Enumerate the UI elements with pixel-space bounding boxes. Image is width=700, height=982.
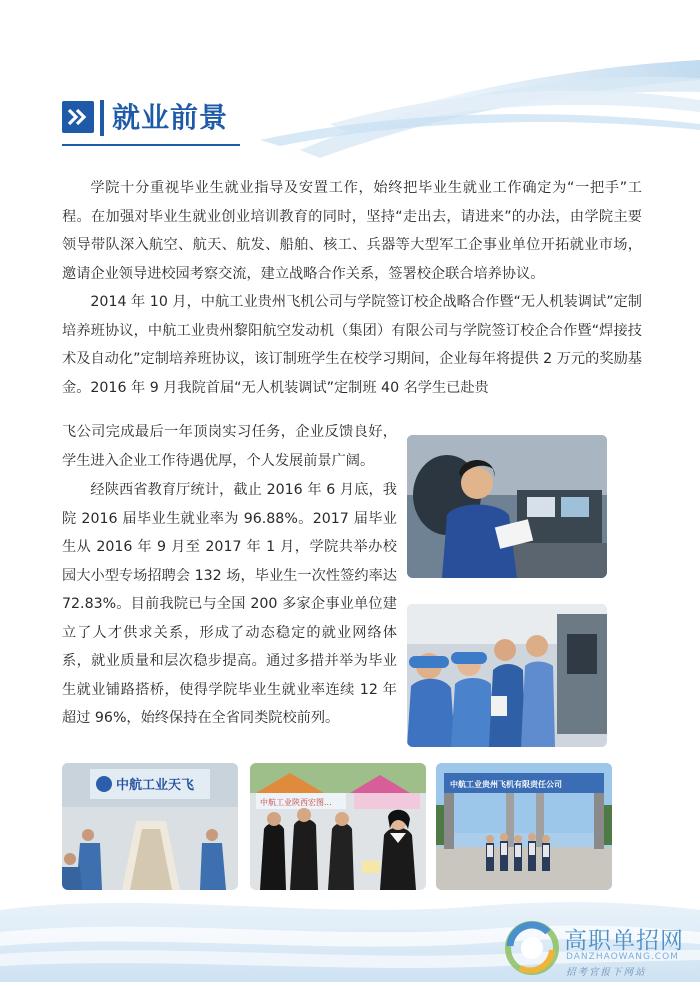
double-chevron-right-icon — [62, 101, 94, 133]
section-title: 就业前景 — [112, 101, 229, 134]
section-header — [62, 98, 240, 148]
photo-company-gate — [436, 763, 612, 890]
watermark-logo — [500, 916, 700, 982]
watermark-url: DANZHAOWANG.COM — [566, 952, 679, 962]
paragraph-employment-guidance: 学院十分重视毕业生就业指导及安置工作，始终把毕业生就业工作确定为“一把手”工程。在加强对毕业生就业创业培训教育的同时，坚持“走出去，请进来”的办法，由学院主要领导带队深入航空、航天、航发、船舶、核工、兵器等大型军工企事业单位开拓就业市场，邀请企业领导进校园考察交流，建立战略合作关系，签署校企联合培养协议。 — [62, 180, 642, 282]
paragraph-statistics: 经陕西省教育厅统计，截止 2016 年 6 月底，我院 2016 届毕业生就业率为 96.88%。2017 届毕业生从 2016 年 9 月至 2017 年 1 月，学院共举办校园大小型专场招聘会 132 场，毕业生一次性签约率达 72.83%。目前我院已与全国 200 多家企事业单位建立了人才供求关系，形成了动态稳定的就业网络体系，就业质量和层次稳步提高。通过多措并举为毕业生就业铺路搭桥，使得学院毕业生就业率连续 12 年超过 96%，始终保持在全省同类院校前列。 — [62, 482, 397, 726]
photo-meeting-room — [62, 763, 238, 890]
gate-sign-text: 中航工业贵州飞机有限责任公司 — [450, 780, 562, 789]
watermark-slogan: 招考官报下网站 — [566, 967, 647, 978]
swirl-logo-icon — [504, 920, 560, 976]
paragraph-partnership-continued: 飞公司完成最后一年顶岗实习任务，企业反馈良好，学生进入企业工作待遇优厚，个人发展前景广阔。 — [62, 424, 397, 469]
photo-student-control-panel — [407, 435, 607, 578]
meeting-sign-text: 中航工业天飞 — [116, 778, 195, 793]
job-fair-banner-text: 中航工业陕西宏图... — [260, 798, 332, 807]
title-divider — [100, 100, 104, 136]
photo-workshop-inspection — [407, 604, 607, 747]
paragraph-partnership: 2014 年 10 月，中航工业贵州飞机公司与学院签订校企战略合作暨“无人机装调试”定制培养班协议，中航工业贵州黎阳航空发动机（集团）有限公司与学院签订校企合作暨“焊接技术及自动化”定制培养班协议，该订制班学生在校学习期间，企业每年将提供 2 万元的奖励基金。2016 年 9 月我院首届“无人机装调试”定制班 40 名学生已赴贵 — [62, 294, 642, 396]
watermark-site-name: 高职单招网 — [564, 928, 684, 954]
title-underline — [62, 144, 240, 146]
photo-job-fair — [250, 763, 426, 890]
